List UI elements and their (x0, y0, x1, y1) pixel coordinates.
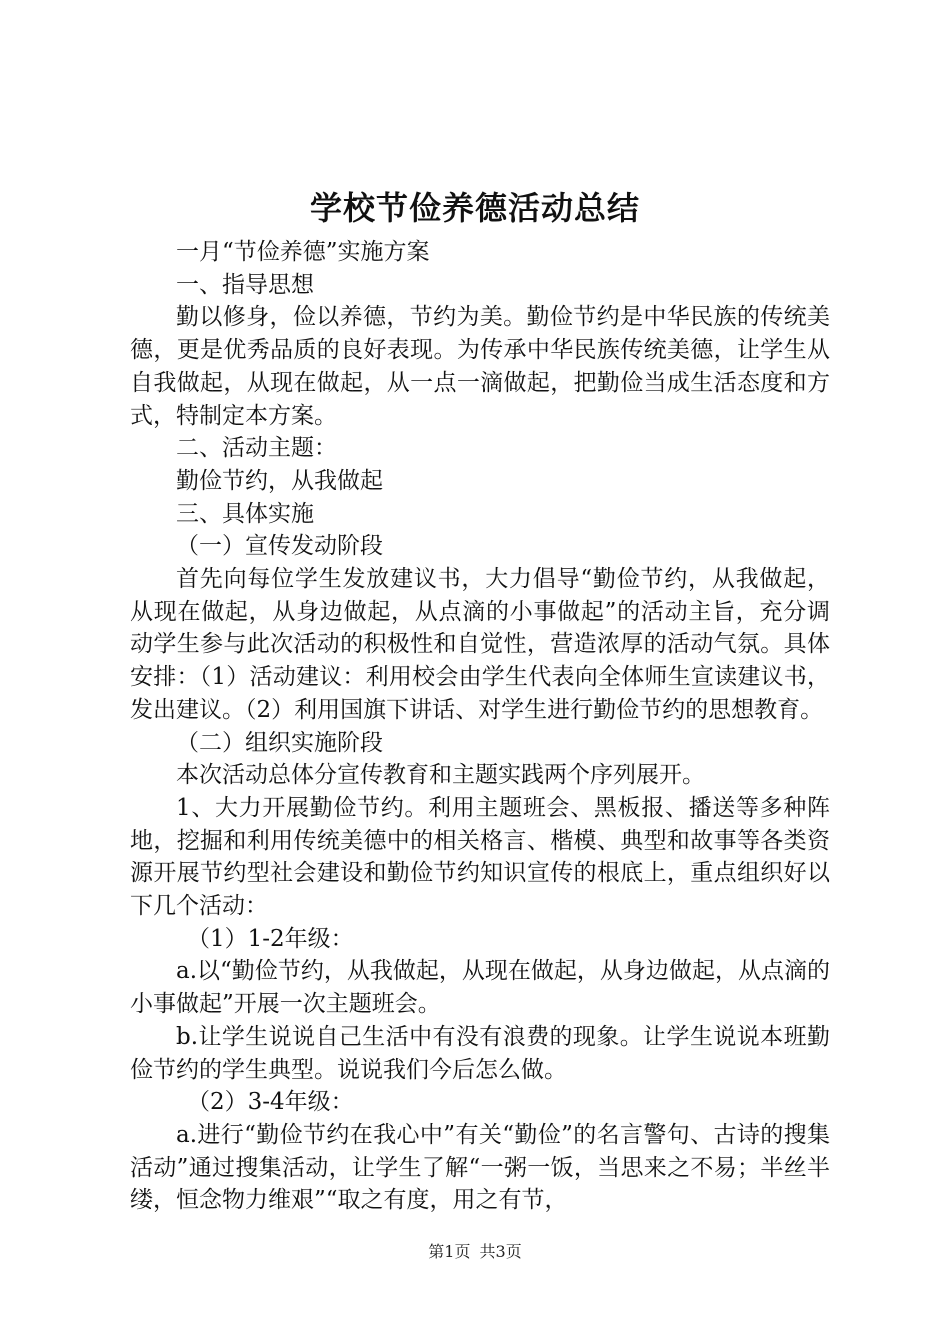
paragraph: 首先向每位学生发放建议书，大力倡导“勤俭节约，从我做起，从现在做起，从身边做起，从点滴的小事做起”的活动主旨，充分调动学生参与此次活动的积极性和自觉性，营造浓厚的活动气氛。具体安排：（1）活动建议：利用校会由学生代表向全体师生宣读建议书，发出建议。（2）利用国旗下讲话、对学生进行勤俭节约的思想教育。 (130, 566, 830, 723)
paragraph: a.以“勤俭节约，从我做起，从现在做起，从身边做起，从点滴的小事做起”开展一次主题班会。 (130, 958, 830, 1018)
paragraph: a.进行“勤俭节约在我心中”有关“勤俭”的名言警句、古诗的搜集活动”通过搜集活动，让学生了解“一粥一饭，当思来之不易；半丝半缕，恒念物力维艰”“取之有度，用之有节， (130, 1121, 830, 1214)
paragraph: 一月“节俭养德”实施方案 (176, 239, 430, 265)
page-total: 共3页 (479, 1242, 522, 1261)
paragraph: 勤以修身，俭以养德，节约为美。勤俭节约是中华民族的传统美德，更是优秀品质的良好表现。为传承中华民族传统美德，让学生从自我做起，从现在做起，从一点一滴做起，把勤俭当成生活态度和方式，特制定本方案。 (130, 304, 830, 429)
page-number: 第1页 (428, 1242, 471, 1261)
section-heading: 三、具体实施 (176, 500, 314, 527)
paragraph: 本次活动总体分宣传教育和主题实践两个序列展开。 (176, 762, 705, 789)
grade-heading: （2）3-4年级： (187, 1089, 354, 1116)
document-title: 学校节俭养德活动总结 (309, 189, 640, 227)
grade-heading: （1）1-2年级： (187, 925, 354, 952)
paragraph: 勤俭节约，从我做起 (176, 467, 383, 494)
section-heading: 一、指导思想 (176, 271, 314, 298)
paragraph: b.让学生说说自己生活中有没有浪费的现象。让学生说说本班勤俭节约的学生典型。说说我们今后怎么做。 (130, 1023, 830, 1083)
subsection-heading: （一）宣传发动阶段 (176, 533, 383, 560)
section-heading: 二、活动主题： (176, 435, 337, 462)
paragraph: 1、大力开展勤俭节约。利用主题班会、黑板报、播送等多种阵地，挖掘和利用传统美德中的相关格言、楷模、典型和故事等各类资源开展节约型社会建设和勤俭节约知识宣传的根底上，重点组织好以下几个活动： (130, 794, 830, 920)
page-footer (0, 1240, 950, 1264)
document-body (130, 236, 830, 1217)
subsection-heading: （二）组织实施阶段 (176, 729, 383, 756)
